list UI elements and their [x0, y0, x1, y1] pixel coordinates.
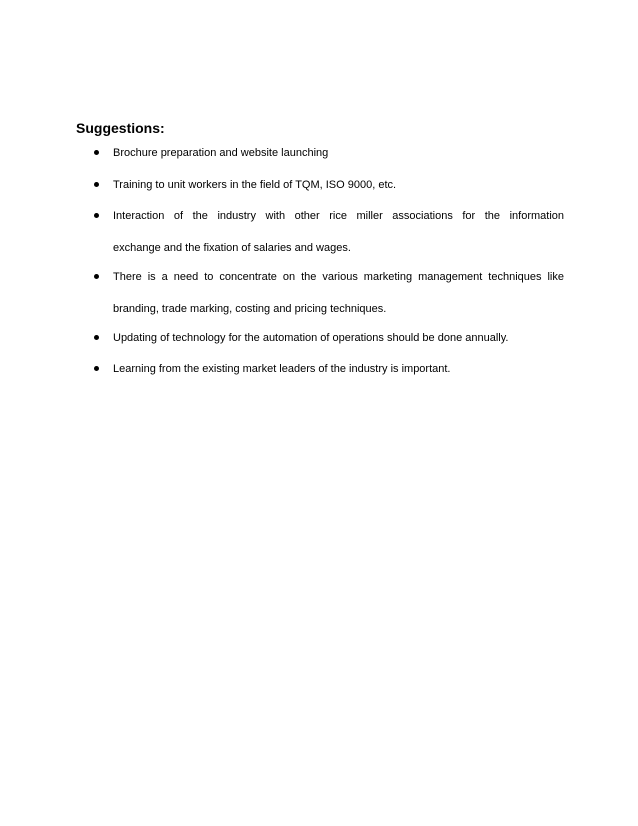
list-item-text-line: Interaction of the industry with other rice miller associations for the information	[113, 210, 564, 222]
bullet-icon	[94, 150, 99, 155]
list-item-text-line: There is a need to concentrate on the various marketing management techniques like	[113, 271, 564, 283]
list-item-text: Brochure preparation and website launching	[113, 147, 329, 159]
bullet-icon	[94, 274, 99, 279]
list-item-text: Updating of technology for the automation of operations should be done annually.	[113, 332, 509, 344]
list-item-text: Training to unit workers in the field of TQM, ISO 9000, etc.	[113, 179, 397, 191]
bullet-icon	[94, 335, 99, 340]
list-item	[94, 200, 564, 264]
section-heading: Suggestions:	[76, 120, 165, 136]
bullet-icon	[94, 213, 99, 218]
list-item-text-line: exchange and the fixation of salaries and wages.	[113, 242, 351, 254]
bullet-icon	[94, 366, 99, 371]
list-item-text: Learning from the existing market leaders of the industry is important.	[113, 363, 451, 375]
list-item-text-line: branding, trade marking, costing and pricing techniques.	[113, 303, 387, 315]
list-item	[94, 261, 564, 325]
bullet-icon	[94, 182, 99, 187]
